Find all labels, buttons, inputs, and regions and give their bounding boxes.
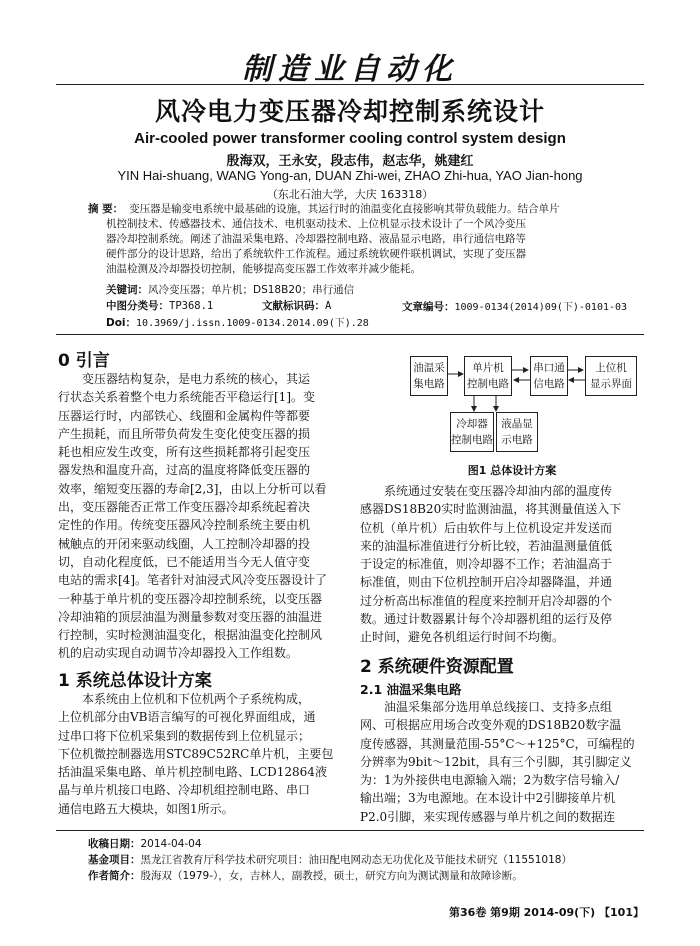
- abstract-rule: [56, 334, 644, 335]
- fund-info: 基金项目：黑龙江省教育厅科学技术研究项目：油田配电网动态无功优化及节能技术研究（11551018）: [88, 854, 572, 866]
- figure-1: [400, 348, 650, 458]
- doi: Doi：10.3969/j.issn.1009-0134.2014.09(下).28: [106, 317, 369, 329]
- abstract-line: 机控制技术、传感器技术、通信技术、电机驱动技术、上位机显示技术设计了一个风冷变压: [106, 218, 526, 230]
- design-paragraph: 本系统由上位机和下位机两个子系统构成， 上位机部分由VB语言编写的可视化界面组成，通 过串口将下位机采集到的数据传到上位机显示； 下位机微控制器选用STC89C52RC单片机，主要包 括油温采集电路、单片机控制电路、LCD12864液 晶与单片机接口电路、冷却机组控制电路、串口 通信电路五大模块，如图1所示。: [58, 692, 334, 816]
- author-bio: 作者简介：殷海双（1979-），女，吉林人，副教授，硕士，研究方向为测试测量和故障诊断。: [88, 870, 523, 882]
- abstract-line: 器冷却控制系统。阐述了油温采集电路、冷却器控制电路、液晶显示电路，串行通信电路等: [106, 233, 526, 245]
- abstract: [88, 202, 634, 277]
- section-2-title: 2 系统硬件资源配置: [360, 657, 514, 677]
- abstract-line: 油温检测及冷却器投切控制，能够提高变压器工作效率并减少能耗。: [106, 263, 421, 275]
- intro-paragraph: 变压器结构复杂，是电力系统的核心，其运 行状态关系着整个电力系统能否平稳运行[1]。变 压器运行时，内部铁心、线圈和金属构件等都要 产生损耗，而且所带负荷发生变化使变压器的损 耗也相应发生改变，所有这些损耗都将引起变压 器发热和温度升高，过高的温度将降低变压器的 效率，缩短变压器的寿命[2,3]，由以上分析可以看 出，变压器能否正常工作变压器冷却系统起着决 定性的作用。传统变压器风冷控制系统主要由机 械触点的开闭来驱动线圈，人工控制冷却器的投 切，自动化程度低，已不能适用当今无人值守变 电站的需求[4]。笔者针对油浸式风冷变压器设计了 一种基于单片机的变压器冷却控制系统，以变压器 冷却油箱的顶层油温为测量参数对变压器的油温进 行控制，实时检测油温变化，根据油温变化控制风 机的启动实现自动调节冷却器投入工作组数。: [58, 372, 327, 661]
- block-oil-temp: 油温采 集电路: [410, 356, 448, 396]
- section-1-title: 1 系统总体设计方案: [58, 671, 212, 691]
- journal-header: 制造业自动化: [242, 52, 458, 87]
- block-host: 上位机 显示界面: [585, 356, 637, 396]
- block-cooler: 冷却器 控制电路: [450, 412, 494, 452]
- block-lcd: 液晶显 示电路: [496, 412, 538, 452]
- meta-row: [106, 298, 646, 312]
- received-date: 收稿日期：2014-04-04: [88, 838, 202, 850]
- authors-zh: 殷海双，王永安，段志伟，赵志华，姚建红: [226, 154, 474, 169]
- authors-en: YIN Hai-shuang, WANG Yong-an, DUAN Zhi-wei, ZHAO Zhi-hua, YAO Jian-hong: [117, 168, 583, 183]
- header-rule: [56, 84, 644, 85]
- page-footer: 第36卷 第9期 2014-09(下) 【101】: [449, 906, 644, 919]
- system-paragraph: 系统通过安装在变压器冷却油内部的温度传 感器DS18B20实时监测油温，将其测量值送入下 位机（单片机）后由软件与上位机设定并发送而 来的油温标准值进行分析比较，若油温测量值低 于设定的标准值，则冷却器不工作；若油温高于 标准值，则由下位机控制开启冷却器降温，并通 过分析高出标准值的程度来控制开启冷却器的个 数。通过计数器累计每个冷却器机组的运行及停 止时间，避免各机组运行时间不均衡。: [360, 484, 622, 645]
- article-no: 文章编号：1009-0134(2014)09(下)-0101-03: [402, 301, 628, 313]
- footnote: [88, 836, 648, 884]
- abstract-label: 摘 要：: [88, 203, 124, 215]
- oil-temp-paragraph: 油温采集部分选用单总线接口、支持多点组 网、可根据应用场合改变外观的DS18B20数字温 度传感器，其测量范围-55°C～+125°C，可编程的 分辨率为9bit～12bit，具有三个引脚，其引脚定义 为：1为外接供电电源输入端；2为数字信号输入/ 输出端；3为电源地。在本设计中2引脚接单片机 P2.0引脚，来实现传感器与单片机之间的数据连: [360, 700, 635, 824]
- doc-code: 文献标识码：A: [262, 300, 332, 312]
- title-zh: 风冷电力变压器冷却控制系统设计: [154, 97, 545, 126]
- keywords: 关键词：风冷变压器；单片机；DS18B20；串行通信: [106, 284, 355, 296]
- section-0-title: 0 引言: [58, 351, 110, 371]
- figure-caption: 图1 总体设计方案: [467, 464, 557, 477]
- classification: 中图分类号：TP368.1: [106, 300, 214, 312]
- abstract-line: 摘 要： 变压器是输变电系统中最基础的设施，其运行时的油温变化直接影响其带负载能力。结合单片: [88, 203, 560, 215]
- block-mcu: 单片机 控制电路: [464, 356, 512, 396]
- affiliation: （东北石油大学，大庆 163318）: [266, 188, 434, 201]
- section-2-1-title: 2.1 油温采集电路: [360, 682, 462, 697]
- title-en: Air-cooled power transformer cooling control system design: [134, 130, 566, 147]
- block-serial: 串口通 信电路: [530, 356, 568, 396]
- footnote-rule: [56, 830, 644, 831]
- abstract-line: 硬件部分的设计思路，给出了系统软件工作流程。通过系统软硬件联机调试，实现了变压器: [106, 248, 526, 260]
